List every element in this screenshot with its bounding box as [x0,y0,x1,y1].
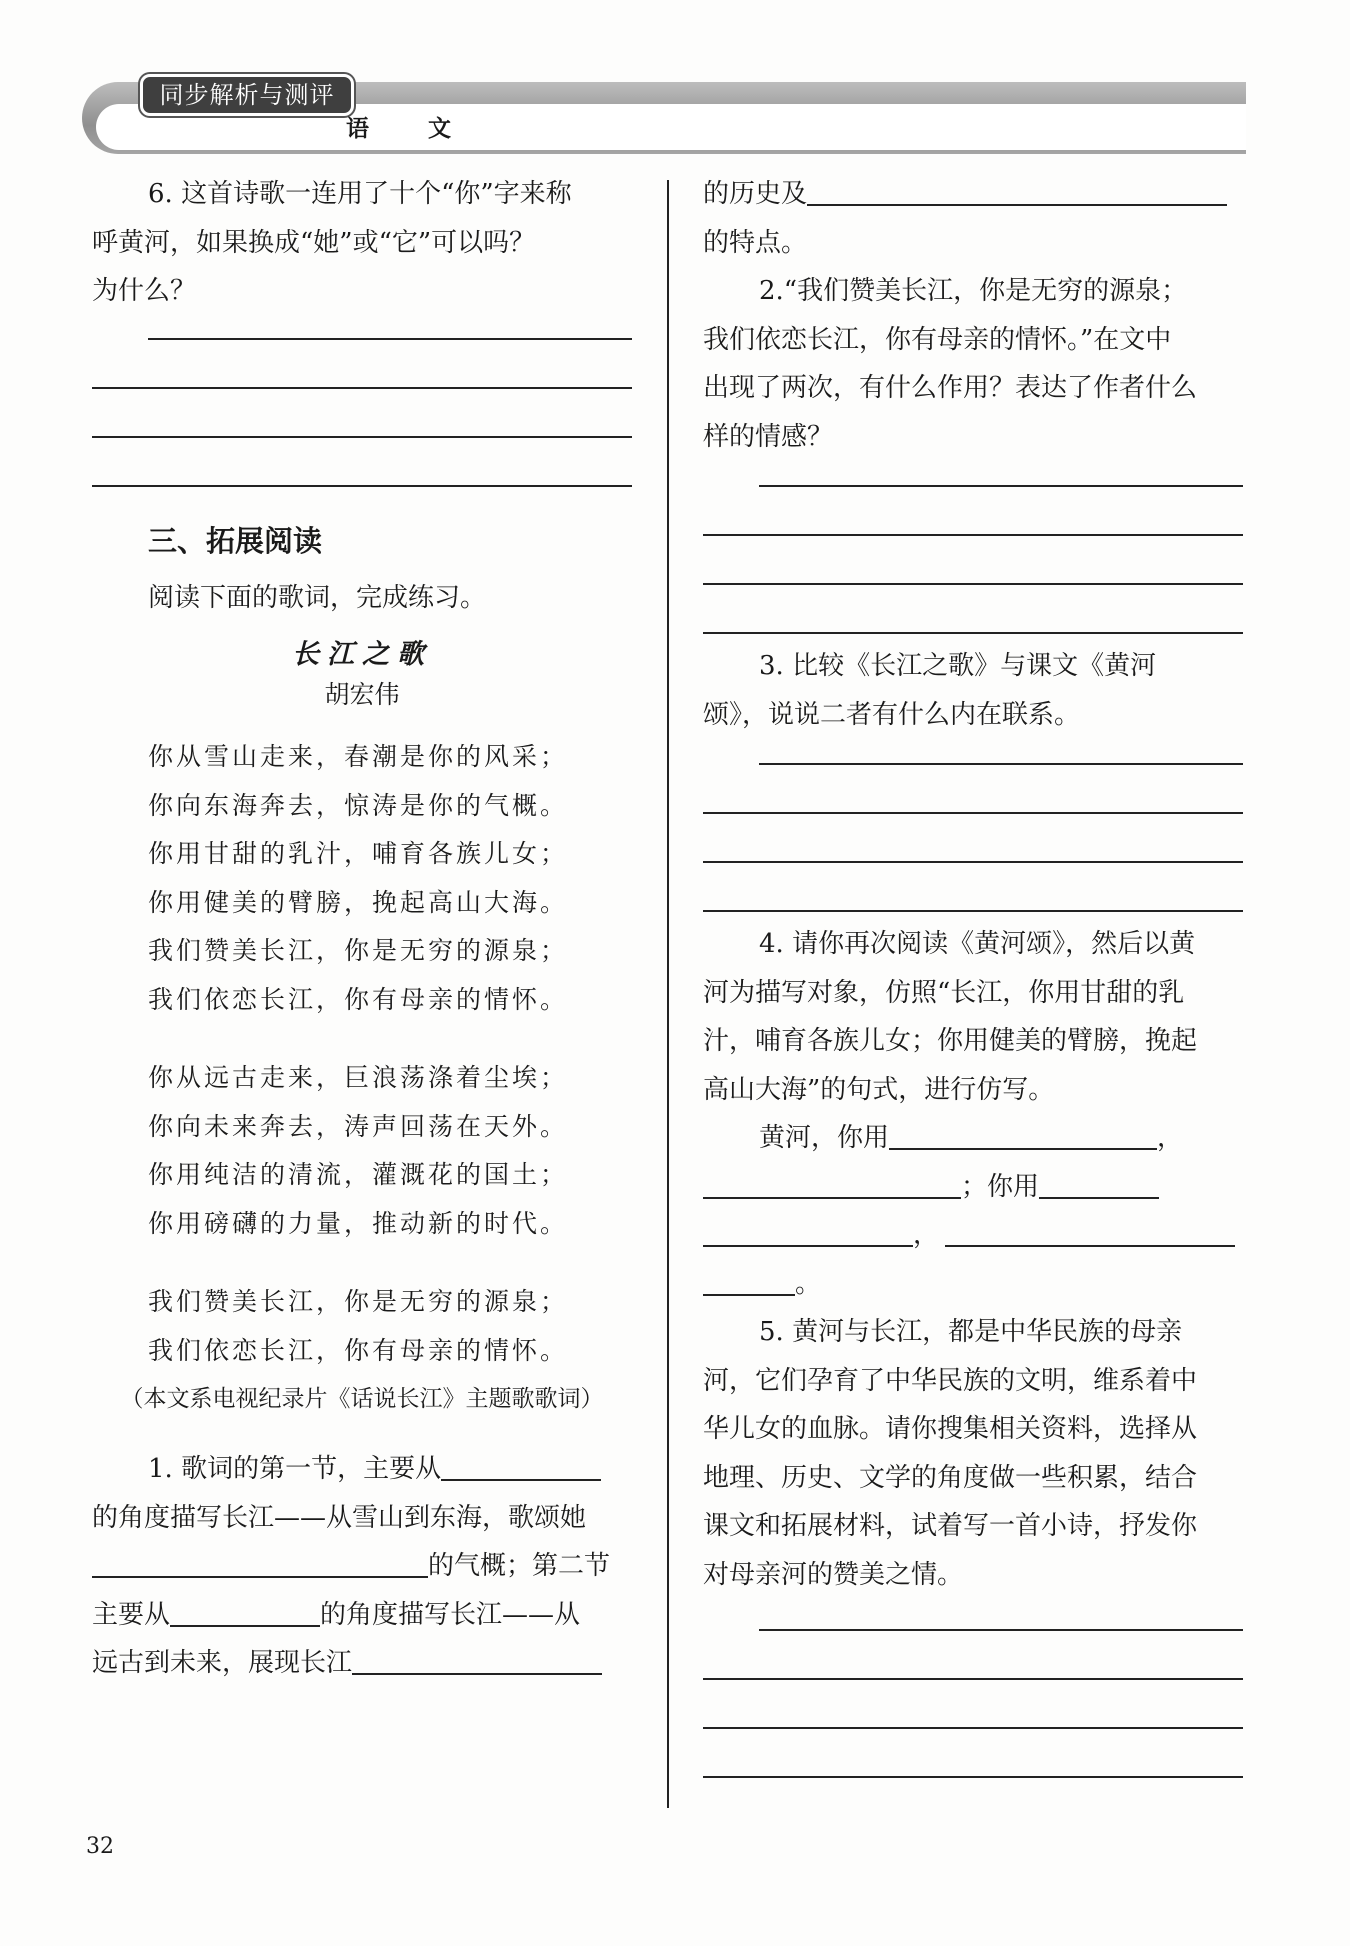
q1-cont-line2: 的特点。 [703,227,808,258]
poem-line: 你用纯洁的清流，灌溉花的国土； [148,1160,569,1189]
poem-line: 你用健美的臂膀，挽起高山大海。 [148,887,569,917]
q6-line3: 为什么？ [92,276,197,306]
fill-blank[interactable] [703,1215,913,1247]
fill-blank[interactable] [703,1167,961,1199]
q4-line2: 河为描写对象，仿照“长江，你用甘甜的乳 [703,977,1185,1008]
poem-line: 我们依恋长江，你有母亲的情怀。 [148,1335,569,1365]
poem-line: 我们赞美长江，你是无穷的源泉； [148,936,569,965]
series-title: 同步解析与测评 [159,81,335,109]
left-column [92,170,632,1688]
page-number: 32 [86,1834,114,1859]
q4-fill-line1: 黄河，你用 ， [703,1114,1243,1163]
q5-line1: 5. 黄河与长江，都是中华民族的母亲 [759,1317,1183,1347]
q6-line2: 呼黄河，如果换成“她”或“它”可以吗？ [92,227,536,258]
fill-blank[interactable] [441,1449,601,1481]
q5-line5: 课文和拓展材料，试着写一首小诗，抒发你 [703,1511,1198,1541]
right-column [703,170,1243,1778]
answer-line[interactable] [703,1776,1243,1778]
poem-source: （本文系电视纪录片《话说长江》主题歌歌词） [120,1386,604,1412]
q1-cont-line1: 的历史及 [703,170,1243,219]
poem-line: 你向未来奔去，涛声回荡在天外。 [148,1111,569,1141]
q1-line3: 的气概；第二节 [92,1542,632,1591]
q6-line1: 6. 这首诗歌一连用了十个“你”字来称 [148,179,572,209]
subject-label: 语 文 [346,116,469,142]
fill-blank[interactable] [889,1118,1157,1150]
q3-line1: 3. 比较《长江之歌》与课文《黄河 [759,651,1157,681]
q5-line4: 地理、历史、文学的角度做一些积累，结合 [703,1462,1198,1493]
q4-fill-line2: ；你用 [703,1163,1243,1212]
poem-line: 你向东海奔去，惊涛是你的气概。 [148,790,569,820]
q5-line2: 河，它们孕育了中华民族的文明，维系着中 [703,1365,1198,1396]
fill-blank[interactable] [92,1546,428,1578]
fill-blank[interactable] [703,1264,795,1296]
q4-line4: 高山大海”的句式，进行仿写。 [703,1074,1055,1105]
q2-line4: 样的情感？ [703,421,834,452]
poem-line: 你从雪山走来，春潮是你的风采； [148,742,569,771]
poem-line: 我们依恋长江，你有母亲的情怀。 [148,984,569,1014]
fill-blank[interactable] [170,1595,320,1627]
q5-line3: 华儿女的血脉。请你搜集相关资料，选择从 [703,1414,1198,1444]
q2-line2: 我们依恋长江，你有母亲的情怀。”在文中 [703,324,1172,355]
q4-line1: 4. 请你再次阅读《黄河颂》，然后以黄 [759,929,1196,959]
fill-blank[interactable] [807,174,1227,206]
poem-line: 你用磅礴的力量，推动新的时代。 [148,1208,569,1238]
q4-fill-line4: 。 [703,1260,1243,1309]
q5-line6: 对母亲河的赞美之情。 [703,1559,964,1590]
series-tab [140,74,354,116]
section-title: 三、拓展阅读 [148,523,323,558]
poem-line: 你从远古走来，巨浪荡涤着尘埃； [148,1063,569,1092]
poem-line: 你用甘甜的乳汁，哺育各族儿女； [148,839,569,868]
column-divider [667,180,669,1808]
q3-line2: 颂》，说说二者有什么内在联系。 [703,699,1081,730]
q4-line3: 汁，哺育各族儿女；你用健美的臂膀，挽起 [703,1026,1198,1056]
poem-line: 我们赞美长江，你是无穷的源泉； [148,1287,569,1316]
fill-blank[interactable] [945,1215,1235,1247]
q2-line1: 2.“我们赞美长江，你是无穷的源泉； [759,276,1188,306]
fill-blank[interactable] [352,1643,602,1675]
fill-blank[interactable] [1039,1167,1159,1199]
instruction: 阅读下面的歌词，完成练习。 [148,582,487,613]
q2-line3: 出现了两次，有什么作用？表达了作者什么 [703,373,1198,403]
q1-line4: 主要从 的角度描写长江——从 [92,1591,632,1640]
q1-line2: 的角度描写长江——从雪山到东海，歌颂她 [92,1502,587,1533]
q1-line1: 1. 歌词的第一节，主要从 [92,1445,632,1494]
q4-fill-line3: ， [703,1211,1243,1260]
poem-author: 胡宏伟 [324,680,400,709]
poem-title: 长江之歌 [292,639,432,670]
q1-line5: 远古到未来，展现长江 [92,1639,632,1688]
